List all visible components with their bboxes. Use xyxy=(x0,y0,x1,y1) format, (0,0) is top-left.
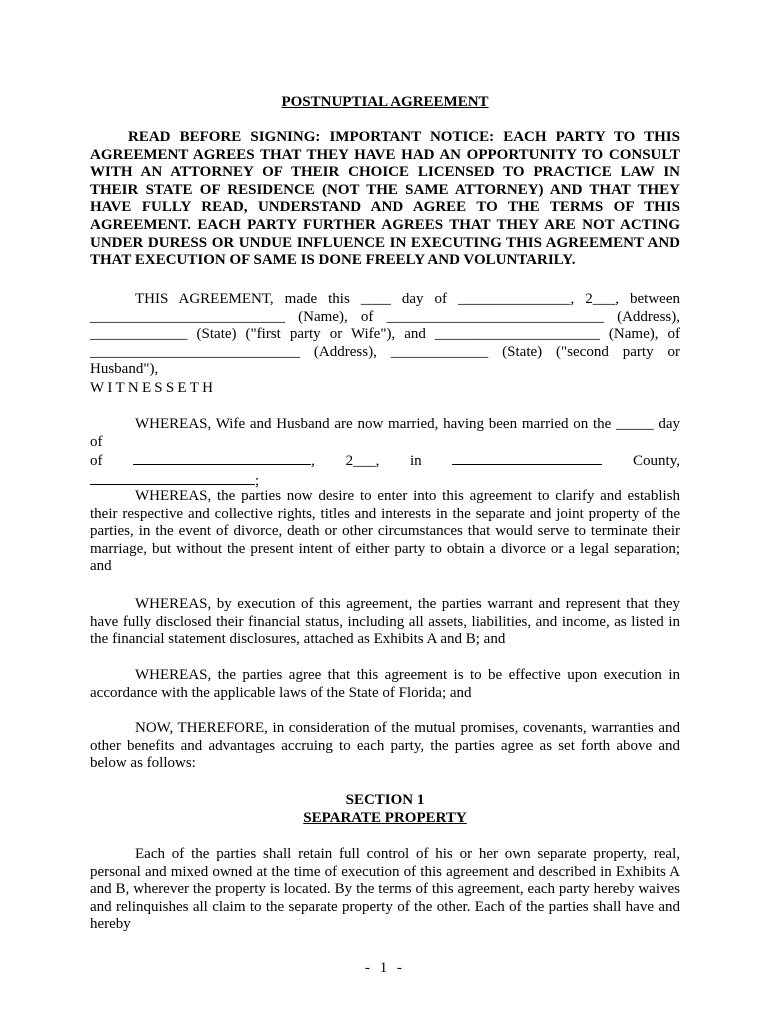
marriage-end: ; xyxy=(255,472,260,489)
marriage-county-blank xyxy=(452,451,602,465)
marriage-in: in xyxy=(410,453,422,470)
marriage-state-blank xyxy=(90,471,255,485)
whereas-married-line1 xyxy=(90,416,680,451)
marriage-date-blank xyxy=(133,451,311,465)
marriage-county-label: County, xyxy=(633,453,680,470)
section-1-number: SECTION 1 xyxy=(345,792,425,808)
whereas-married-text: WHEREAS, Wife and Husband are now married, having been married on the _____ day of xyxy=(90,416,680,450)
comma: , xyxy=(311,453,315,470)
section-1-title: SEPARATE PROPERTY xyxy=(303,809,467,826)
whereas-effective-paragraph: WHEREAS, the parties agree that this agreement is to be effective upon execution in accordance with the applicable laws of the State of Florida; and xyxy=(90,667,680,701)
marriage-year: 2___, xyxy=(345,453,380,470)
important-notice: READ BEFORE SIGNING: IMPORTANT NOTICE: EACH PARTY TO THIS AGREEMENT AGREES THAT THEY HAVE HAD AN OPPORTUNITY TO CONSULT WITH AN ATTORNEY OF THEIR CHOICE LICENSED TO PRACTICE LAW IN THEIR STATE OF RESIDENCE (NOT THE SAME ATTORNEY) AND THAT THEY HAVE FULLY READ, UNDERSTAND AND AGREE TO THE TERMS OF THIS AGREEMENT. EACH PARTY FURTHER AGREES THAT THEY ARE NOT ACTING UNDER DURESS OR UNDUE INFLUENCE IN EXECUTING THIS AGREEMENT AND THAT EXECUTION OF SAME IS DONE FREELY AND VOLUNTARILY. xyxy=(90,129,680,269)
whereas-married-line2 xyxy=(90,451,680,471)
marriage-date-group xyxy=(133,451,315,471)
document-title: POSTNUPTIAL AGREEMENT xyxy=(281,94,489,110)
section-1-body: Each of the parties shall retain full control of his or her own separate property, real, personal and mixed owned at the time of execution of this agreement and described in Exhibits A and B, wherever the property is located. By the terms of this agreement, each party hereby waives and relinquishes all claim to the separate property of the other. Each of the parties shall have and hereby xyxy=(90,846,680,933)
agreement-intro-paragraph: THIS AGREEMENT, made this ____ day of _______________, 2___, between __________________________ (Name), of _____________________________ (Address), _____________ (State) ("first party or Wife"), and ______________________ (Name), of ____________________________ (Address), _____________ (State) ("second party or Husband"), xyxy=(90,291,680,378)
whereas-married-paragraph xyxy=(90,416,680,490)
whereas-clarify-paragraph: WHEREAS, the parties now desire to enter into this agreement to clarify and establish their respective and collective rights, titles and interests in the separate and joint property of the parties, in the event of divorce, death or other circumstances that would serve to terminate their marriage, but without the present intent of either party to obtain a divorce or a legal separation; and xyxy=(90,488,680,575)
now-therefore-paragraph: NOW, THEREFORE, in consideration of the mutual promises, covenants, warranties and other benefits and advantages accruing to each party, the parties agree as set forth above and below as follows: xyxy=(90,720,680,772)
whereas-married-of: of xyxy=(90,453,103,470)
section-1-heading xyxy=(90,792,680,827)
page-number: - 1 - xyxy=(365,960,405,976)
whereas-disclosed-paragraph: WHEREAS, by execution of this agreement, the parties warrant and represent that they have fully disclosed their financial status, including all assets, liabilities, and income, as listed in the financial statement disclosures, attached as Exhibits A and B; and xyxy=(90,596,680,648)
witnesseth-heading: WITNESSETH xyxy=(90,380,217,396)
